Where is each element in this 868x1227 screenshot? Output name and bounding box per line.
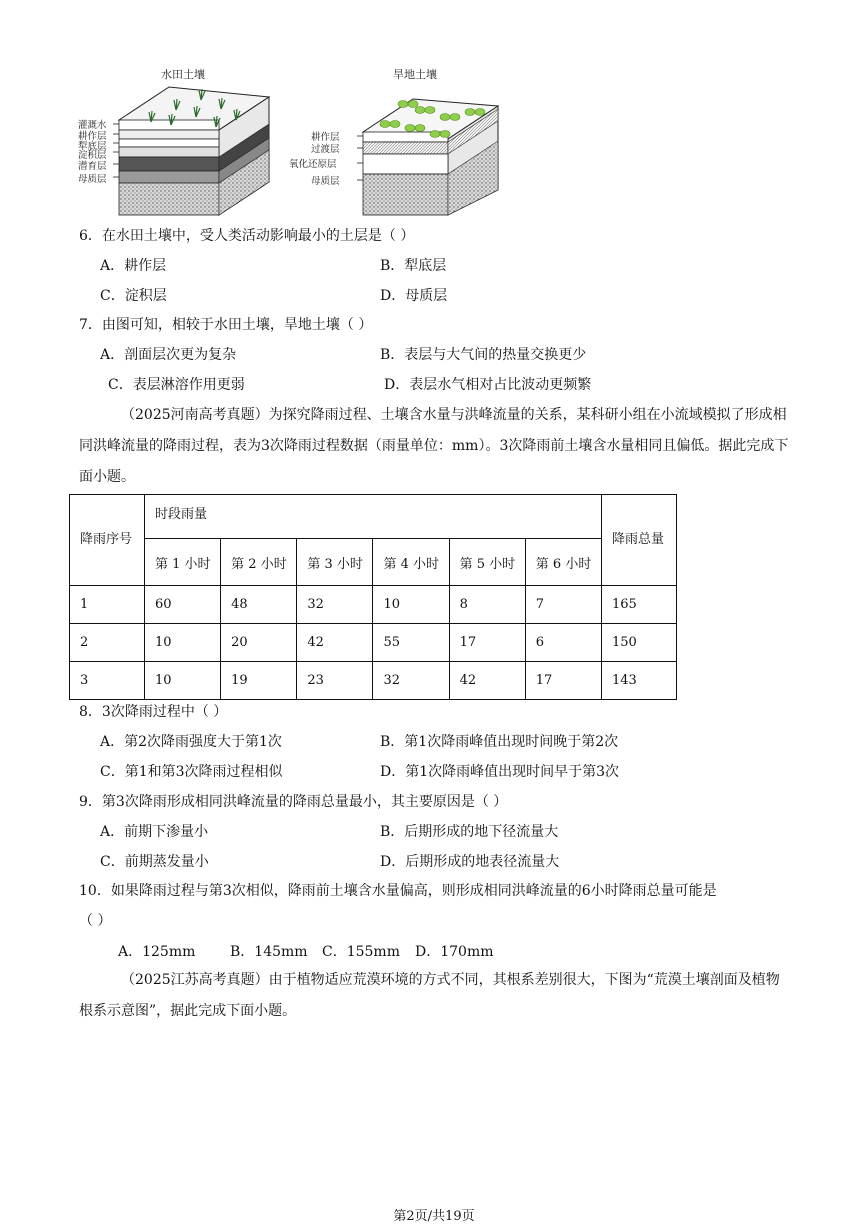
dryland-label-1: 过渡层 bbox=[311, 144, 340, 155]
question-10-option-b: B．145mm bbox=[230, 944, 308, 960]
question-10-option-c: C．155mm bbox=[322, 944, 400, 960]
table-cell: 55 bbox=[373, 624, 449, 662]
table-hour-1: 第 1 小时 bbox=[145, 539, 221, 586]
table-cell: 143 bbox=[602, 662, 677, 700]
question-10-paren: （ ） bbox=[79, 913, 112, 929]
paddy-soil-title: 水田土壤 bbox=[161, 68, 205, 81]
table-hour-2: 第 2 小时 bbox=[221, 539, 297, 586]
question-6-option-d: D．母质层 bbox=[380, 288, 448, 304]
dryland-label-0: 耕作层 bbox=[311, 132, 340, 143]
question-8-stem: 8．3次降雨过程中（ ） bbox=[79, 704, 228, 720]
table-cell: 19 bbox=[221, 662, 297, 700]
dryland-label-2: 氧化还原层 bbox=[289, 159, 337, 170]
table-hour-5: 第 5 小时 bbox=[449, 539, 525, 586]
table-cell: 2 bbox=[70, 624, 145, 662]
dryland-soil-title: 旱地土壤 bbox=[393, 68, 437, 81]
table-cell: 60 bbox=[145, 586, 221, 624]
question-8-option-b: B．第1次降雨峰值出现时间晚于第2次 bbox=[380, 734, 619, 750]
question-8-option-d: D．第1次降雨峰值出现时间早于第3次 bbox=[380, 764, 620, 780]
question-9-option-c: C．前期蒸发量小 bbox=[100, 854, 209, 870]
question-6-stem: 6．在水田土壤中，受人类活动影响最小的土层是（ ） bbox=[79, 228, 415, 244]
question-7-option-d: D．表层水气相对占比波动更频繁 bbox=[384, 377, 592, 393]
paddy-label-0: 灌溉水 bbox=[78, 120, 107, 131]
table-hour-6: 第 6 小时 bbox=[525, 539, 601, 586]
question-6-option-b: B．犁底层 bbox=[380, 258, 447, 274]
table-cell: 32 bbox=[297, 586, 373, 624]
question-7-option-b: B．表层与大气间的热量交换更少 bbox=[380, 347, 587, 363]
question-6-option-c: C．淀积层 bbox=[100, 288, 167, 304]
intro-paragraph-henan-text: （2025河南高考真题）为探究降雨过程、土壤含水量与洪峰流量的关系，某科研小组在小流域模拟了形成相同洪峰流量的降雨过程，表为3次降雨过程数据（雨量单位：mm）。3次降雨前土壤含水量相同且偏低。据此完成下面小题。 bbox=[79, 407, 789, 485]
table-hour-3: 第 3 小时 bbox=[297, 539, 373, 586]
question-7-option-c: C．表层淋溶作用更弱 bbox=[108, 377, 245, 393]
question-9-option-a: A．前期下渗量小 bbox=[100, 824, 209, 840]
intro-paragraph-jiangsu bbox=[79, 965, 791, 1027]
question-9-option-d: D．后期形成的地表径流量大 bbox=[380, 854, 560, 870]
dryland-label-3: 母质层 bbox=[311, 176, 340, 187]
table-cell: 20 bbox=[221, 624, 297, 662]
table-cell: 42 bbox=[297, 624, 373, 662]
question-10-option-d: D．170mm bbox=[415, 944, 494, 960]
question-9-stem: 9．第3次降雨形成相同洪峰流量的降雨总量最小，其主要原因是（ ） bbox=[79, 794, 508, 810]
table-header-total: 降雨总量 bbox=[602, 495, 677, 586]
paddy-soil-figure bbox=[76, 62, 276, 217]
table-header-period: 时段雨量 bbox=[145, 495, 602, 539]
table-cell: 1 bbox=[70, 586, 145, 624]
intro-paragraph-henan bbox=[79, 400, 791, 493]
table-cell: 10 bbox=[373, 586, 449, 624]
question-8-option-a: A．第2次降雨强度大于第1次 bbox=[100, 734, 282, 750]
question-7-stem: 7．由图可知，相较于水田土壤，旱地土壤（ ） bbox=[79, 317, 373, 333]
dryland-soil-figure bbox=[285, 62, 505, 217]
question-10-option-a: A．125mm bbox=[118, 944, 196, 960]
table-cell: 8 bbox=[449, 586, 525, 624]
question-7-option-a: A．剖面层次更为复杂 bbox=[100, 347, 237, 363]
paddy-label-2: 犁底层 bbox=[78, 141, 107, 152]
table-cell: 6 bbox=[525, 624, 601, 662]
page-number-footer: 第2页/共19页 bbox=[393, 1209, 475, 1224]
table-row bbox=[70, 586, 677, 624]
table-cell: 17 bbox=[525, 662, 601, 700]
table-cell: 165 bbox=[602, 586, 677, 624]
question-6-option-a: A．耕作层 bbox=[100, 258, 167, 274]
table-cell: 7 bbox=[525, 586, 601, 624]
paddy-label-4: 潜育层 bbox=[78, 161, 107, 172]
table-cell: 10 bbox=[145, 662, 221, 700]
table-cell: 150 bbox=[602, 624, 677, 662]
paddy-label-3: 淀积层 bbox=[78, 150, 107, 161]
table-cell: 48 bbox=[221, 586, 297, 624]
table-cell: 42 bbox=[449, 662, 525, 700]
question-10-stem: 10．如果降雨过程与第3次相似，降雨前土壤含水量偏高，则形成相同洪峰流量的6小时降雨总量可能是 bbox=[79, 883, 717, 899]
table-row bbox=[70, 624, 677, 662]
table-row bbox=[70, 662, 677, 700]
rainfall-data-table bbox=[69, 494, 677, 700]
table-hour-4: 第 4 小时 bbox=[373, 539, 449, 586]
paddy-label-1: 耕作层 bbox=[78, 131, 107, 142]
table-cell: 3 bbox=[70, 662, 145, 700]
table-cell: 23 bbox=[297, 662, 373, 700]
table-header-seq: 降雨序号 bbox=[70, 495, 145, 586]
intro-paragraph-jiangsu-text: （2025江苏高考真题）由于植物适应荒漠环境的方式不同，其根系差别很大，下图为“荒漠土壤剖面及植物根系示意图”，据此完成下面小题。 bbox=[79, 972, 780, 1019]
question-9-option-b: B．后期形成的地下径流量大 bbox=[380, 824, 559, 840]
paddy-label-5: 母质层 bbox=[78, 174, 107, 185]
table-cell: 10 bbox=[145, 624, 221, 662]
table-cell: 17 bbox=[449, 624, 525, 662]
question-8-option-c: C．第1和第3次降雨过程相似 bbox=[100, 764, 283, 780]
table-cell: 32 bbox=[373, 662, 449, 700]
